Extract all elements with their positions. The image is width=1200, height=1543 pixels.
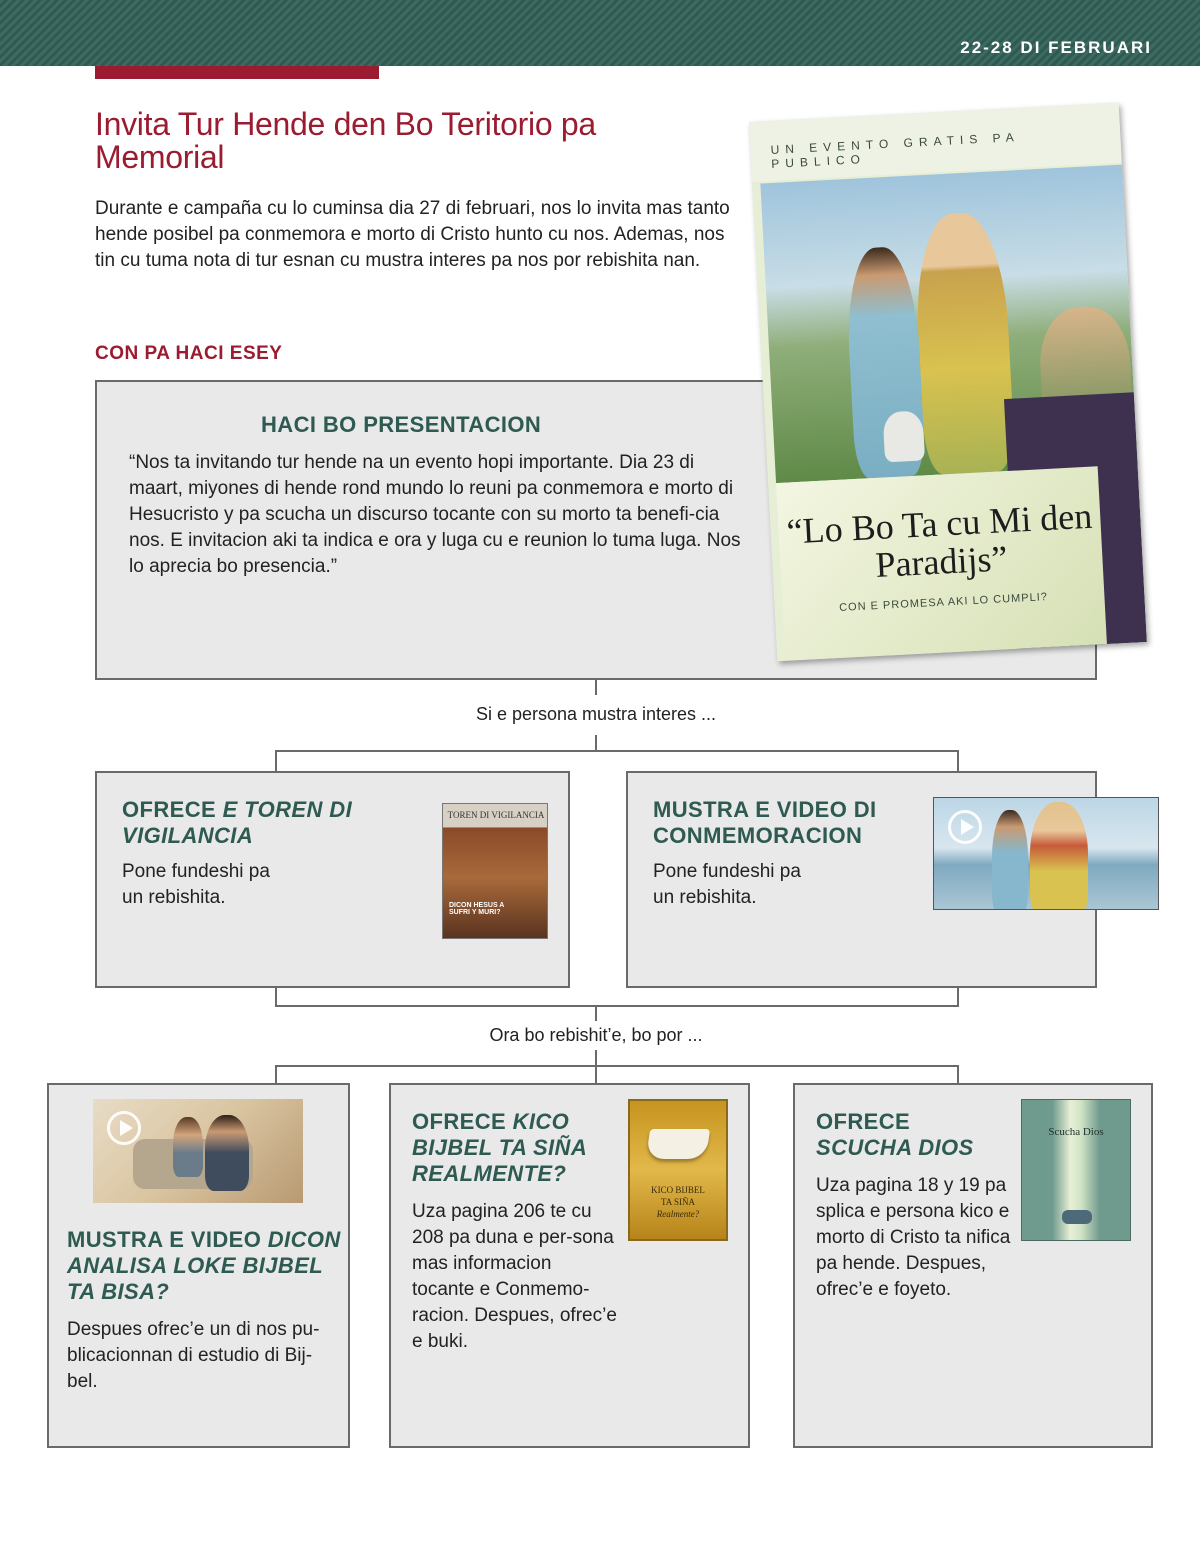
memorial-video-text: Pone fundeshi pa un rebishita. xyxy=(653,861,801,908)
connector-line xyxy=(595,1005,597,1021)
connector-line xyxy=(957,1065,959,1085)
offer-watchtower-text: Pone fundeshi pa un rebishita. xyxy=(122,861,270,908)
connector-line xyxy=(275,1065,277,1085)
play-icon[interactable] xyxy=(107,1111,141,1145)
poster-title: “Lo Bo Ta cu Mi den Paradijs” xyxy=(785,495,1094,586)
caption-return-visit: Ora bo rebishit’e, bo por ... xyxy=(489,1025,703,1045)
heading-italic: DICON ANALISA LOKE BIJBEL TA BISA? xyxy=(67,1227,341,1304)
woman-figure xyxy=(1030,802,1088,910)
connector-line xyxy=(275,750,277,772)
play-icon[interactable] xyxy=(948,810,982,844)
offer-book-heading xyxy=(412,1109,612,1187)
connector-line xyxy=(957,988,959,1006)
accent-bar xyxy=(95,66,379,79)
presentation-text: “Nos ta invitando tur hende na un evento hopi importante. Dia 23 di maart, miyones di hende rond mundo lo reuni pa conmemora e morto di Hesucristo y pa scucha un discurso tocante con su morto ta benefi-cia nos. E invitacion aki ta indica e ora y luga cu e reunion lo tuma luga. Nos lo aprecia bo presencia.” xyxy=(129,452,741,577)
bible-teach-book-cover xyxy=(628,1099,728,1241)
heading-plain: OFRECE xyxy=(412,1109,513,1134)
offer-watchtower-heading xyxy=(122,797,392,849)
heading-plain: MUSTRA E VIDEO xyxy=(67,1227,268,1252)
poster-subtitle: CON E PROMESA AKI LO CUMPLI? xyxy=(838,591,1049,614)
page-title: Invita Tur Hende den Bo Teritorio pa Memorial xyxy=(95,106,596,175)
man-figure xyxy=(992,810,1028,910)
offer-brochure-heading xyxy=(816,1109,1016,1161)
connector-line xyxy=(275,1065,959,1067)
book-title-line3: Realmente? xyxy=(656,1209,700,1219)
connector-line xyxy=(595,680,597,695)
watchtower-cover-article: DICON HESUS A SUFRI Y MURI? xyxy=(449,902,505,916)
offer-book-box xyxy=(389,1083,750,1448)
memorial-video-thumbnail[interactable] xyxy=(933,797,1159,910)
brochure-title: Scucha Dios xyxy=(1048,1126,1104,1138)
open-bible-icon xyxy=(646,1129,710,1159)
offer-watchtower-box xyxy=(95,771,570,988)
bible-video-heading xyxy=(67,1227,342,1305)
bible-video-thumbnail[interactable] xyxy=(93,1099,303,1203)
section-label: CON PA HACI ESEY xyxy=(95,343,283,364)
heading-italic: SCUCHA DIOS xyxy=(816,1135,974,1160)
connector-line xyxy=(275,750,959,752)
poster-tagline: UN EVENTO GRATIS PA PUBLICO xyxy=(770,129,1020,171)
poster-title-panel xyxy=(776,466,1107,661)
connector-line xyxy=(275,1005,959,1007)
intro-text: Durante e campaña cu lo cuminsa dia 27 di februari, nos lo invita mas tanto hende posibel pa conmemora e morto di Cristo hunto cu nos. Ademas, nos tin cu tuma nota di tur esnan cu mustra interes pa nos por rebishita nan. xyxy=(95,198,730,271)
bible-video-box xyxy=(47,1083,350,1448)
woman-figure xyxy=(173,1117,203,1177)
heading-italic: E TOREN DI VIGILANCIA xyxy=(122,797,353,848)
heading-italic: KICO BIJBEL TA SIÑA REALMENTE? xyxy=(412,1109,587,1186)
book-title-line2: TA SIÑA xyxy=(660,1197,696,1207)
offer-brochure-text: Uza pagina 18 y 19 pa splica e persona kico e morto di Cristo ta nifica pa hende. Despues, ofrec’e e foyeto. xyxy=(816,1175,1011,1300)
walking-people-figures xyxy=(1062,1210,1092,1224)
bible-video-text: Despues ofrec’e un di nos pu-blicacionnan di estudio di Bij-bel. xyxy=(67,1319,320,1392)
book-title-line1: KICO BIJBEL xyxy=(651,1185,705,1195)
heading-plain: OFRECE xyxy=(816,1109,911,1134)
connector-line xyxy=(595,735,597,751)
presentation-heading: HACI BO PRESENTACION xyxy=(261,412,542,437)
woman-figure xyxy=(912,211,1015,475)
connector-line xyxy=(275,988,277,1006)
heading-plain: OFRECE xyxy=(122,797,223,822)
man-figure xyxy=(205,1115,249,1191)
connector-line xyxy=(595,1065,597,1085)
offer-book-text: Uza pagina 206 te cu 208 pa duna e per-sona mas informacion tocante e Conmemo-racion. Despues, ofrec’e e buki. xyxy=(412,1201,617,1352)
connector-line xyxy=(957,750,959,772)
horse-figure xyxy=(883,410,926,462)
listen-to-god-brochure-cover xyxy=(1021,1099,1131,1241)
date-range: 22-28 DI FEBRUARI xyxy=(960,38,1152,57)
memorial-invitation-poster xyxy=(749,103,1147,662)
memorial-video-heading: MUSTRA E VIDEO DI CONMEMORACION xyxy=(653,797,877,848)
watchtower-cover-title: TOREN DI VIGILANCIA xyxy=(447,810,545,820)
offer-brochure-box xyxy=(793,1083,1153,1448)
connector-line xyxy=(595,1050,597,1066)
watchtower-cover xyxy=(442,803,548,939)
header-banner xyxy=(0,0,1200,66)
caption-interest: Si e persona mustra interes ... xyxy=(475,704,717,724)
